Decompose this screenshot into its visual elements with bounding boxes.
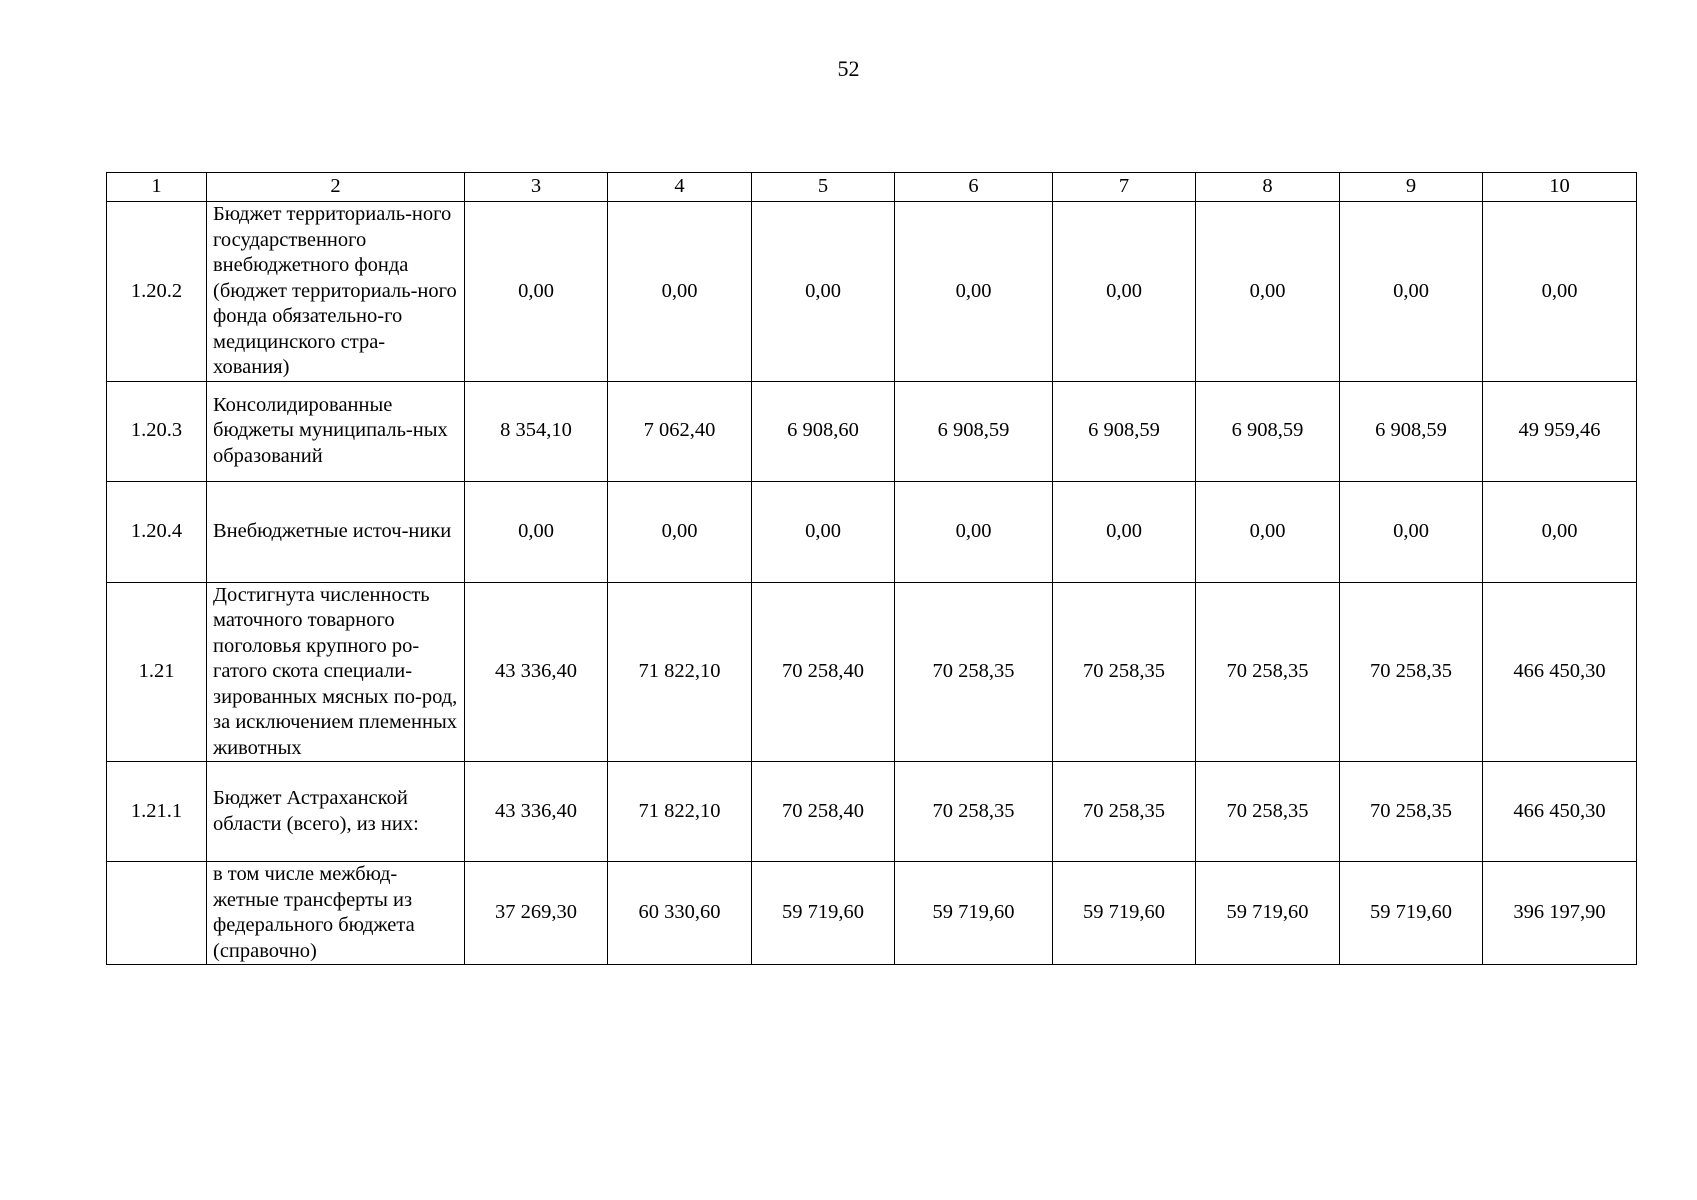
value-cell: 70 258,40 xyxy=(752,762,895,862)
page-number: 52 xyxy=(837,56,860,81)
total-cell: 49 959,46 xyxy=(1483,381,1637,481)
column-header: 4 xyxy=(608,173,752,202)
value-cell: 70 258,35 xyxy=(1196,762,1340,862)
total-cell: 396 197,90 xyxy=(1483,862,1637,965)
value-cell: 0,00 xyxy=(895,481,1053,582)
row-name: Внебюджетные источ-ники xyxy=(207,481,465,582)
value-cell: 0,00 xyxy=(1053,202,1196,382)
column-header: 7 xyxy=(1053,173,1196,202)
table-row xyxy=(107,582,1637,762)
value-cell: 8 354,10 xyxy=(465,381,608,481)
column-header: 10 xyxy=(1483,173,1637,202)
value-cell: 59 719,60 xyxy=(752,862,895,965)
value-cell: 70 258,35 xyxy=(1053,582,1196,762)
value-cell: 6 908,59 xyxy=(1340,381,1483,481)
value-cell: 0,00 xyxy=(752,481,895,582)
value-cell: 6 908,59 xyxy=(895,381,1053,481)
value-cell: 43 336,40 xyxy=(465,762,608,862)
row-code: 1.20.3 xyxy=(107,381,207,481)
row-name: Консолидированные бюджеты муниципаль-ных образований xyxy=(207,381,465,481)
value-cell: 71 822,10 xyxy=(608,762,752,862)
value-cell: 0,00 xyxy=(752,202,895,382)
value-cell: 0,00 xyxy=(1340,481,1483,582)
column-header: 9 xyxy=(1340,173,1483,202)
value-cell: 0,00 xyxy=(608,202,752,382)
value-cell: 0,00 xyxy=(895,202,1053,382)
row-code: 1.21.1 xyxy=(107,762,207,862)
value-cell: 71 822,10 xyxy=(608,582,752,762)
value-cell: 59 719,60 xyxy=(1053,862,1196,965)
row-code: 1.20.2 xyxy=(107,202,207,382)
total-cell: 466 450,30 xyxy=(1483,582,1637,762)
value-cell: 43 336,40 xyxy=(465,582,608,762)
budget-table xyxy=(106,172,1637,965)
value-cell: 0,00 xyxy=(1196,481,1340,582)
column-header: 5 xyxy=(752,173,895,202)
value-cell: 0,00 xyxy=(1053,481,1196,582)
row-code: 1.21 xyxy=(107,582,207,762)
table-row xyxy=(107,481,1637,582)
column-header: 1 xyxy=(107,173,207,202)
table-header-row xyxy=(107,173,1637,202)
value-cell: 70 258,35 xyxy=(895,582,1053,762)
row-name: Достигнута численность маточного товарного поголовья крупного ро-гатого скота специали-зированных мясных по-род, за исключением племенных животных xyxy=(207,582,465,762)
row-name: в том числе межбюд-жетные трансферты из федерального бюджета (справочно) xyxy=(207,862,465,965)
value-cell: 0,00 xyxy=(1340,202,1483,382)
value-cell: 59 719,60 xyxy=(1340,862,1483,965)
value-cell: 6 908,59 xyxy=(1053,381,1196,481)
value-cell: 70 258,40 xyxy=(752,582,895,762)
column-header: 8 xyxy=(1196,173,1340,202)
value-cell: 0,00 xyxy=(608,481,752,582)
total-cell: 0,00 xyxy=(1483,202,1637,382)
value-cell: 70 258,35 xyxy=(1053,762,1196,862)
row-code xyxy=(107,862,207,965)
value-cell: 60 330,60 xyxy=(608,862,752,965)
row-name: Бюджет Астраханской области (всего), из них: xyxy=(207,762,465,862)
value-cell: 37 269,30 xyxy=(465,862,608,965)
total-cell: 466 450,30 xyxy=(1483,762,1637,862)
value-cell: 70 258,35 xyxy=(1340,762,1483,862)
value-cell: 6 908,59 xyxy=(1196,381,1340,481)
table-row xyxy=(107,381,1637,481)
column-header: 6 xyxy=(895,173,1053,202)
table-row xyxy=(107,862,1637,965)
column-header: 3 xyxy=(465,173,608,202)
total-cell: 0,00 xyxy=(1483,481,1637,582)
row-code: 1.20.4 xyxy=(107,481,207,582)
value-cell: 6 908,60 xyxy=(752,381,895,481)
value-cell: 70 258,35 xyxy=(1340,582,1483,762)
value-cell: 7 062,40 xyxy=(608,381,752,481)
table-row xyxy=(107,762,1637,862)
value-cell: 59 719,60 xyxy=(1196,862,1340,965)
row-name: Бюджет территориаль-ного государственного внебюджетного фонда (бюджет территориаль-ного фонда обязательно-го медицинского стра-хования) xyxy=(207,202,465,382)
value-cell: 0,00 xyxy=(1196,202,1340,382)
value-cell: 0,00 xyxy=(465,202,608,382)
table-row xyxy=(107,202,1637,382)
value-cell: 70 258,35 xyxy=(895,762,1053,862)
column-header: 2 xyxy=(207,173,465,202)
value-cell: 59 719,60 xyxy=(895,862,1053,965)
value-cell: 70 258,35 xyxy=(1196,582,1340,762)
value-cell: 0,00 xyxy=(465,481,608,582)
